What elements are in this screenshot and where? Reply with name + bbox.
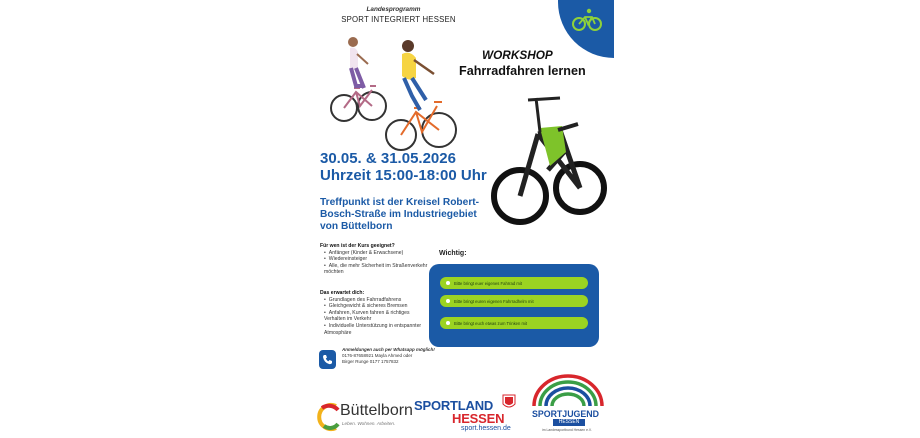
- program-name: SPORT INTEGRIERT HESSEN: [341, 15, 456, 24]
- sportjugend-region: HESSEN: [553, 419, 585, 426]
- list-item: • Alle, die mehr Sicherheit im Straßenverkehr möchten: [324, 263, 432, 276]
- event-time: Uhrzeit 15:00-18:00 Uhr: [320, 167, 487, 184]
- important-item: Bitte bringt euren eigenen Fahrradhelm mit: [440, 295, 588, 307]
- list-item: • Individuelle Unterstützung in entspannter Atmosphäre: [324, 323, 432, 336]
- list-item: • Anfahren, Kurven fahren & richtiges Verhalten im Verkehr: [324, 310, 432, 323]
- meeting-point: Treffpunkt ist der Kreisel Robert-Bosch-Straße im Industriegebiet von Büttelborn: [320, 197, 480, 233]
- workshop-title: WORKSHOP: [482, 48, 553, 62]
- buettelborn-logo: [312, 398, 413, 434]
- sportland-hessen-logo: [414, 394, 518, 434]
- contact-heading: Anmeldungen auch per Whatsapp möglich!: [342, 347, 435, 352]
- sportland-line1: SPORTLAND: [414, 398, 494, 413]
- content-section: [320, 290, 432, 336]
- sportjugend-logo: [528, 372, 608, 436]
- audience-section: [320, 243, 432, 276]
- cyclists-illustration: [326, 30, 466, 155]
- buettelborn-name: Büttelborn: [340, 402, 413, 419]
- mountain-bike-illustration: [488, 92, 612, 242]
- list-item: • Wiedereinsteiger: [324, 256, 432, 263]
- content-heading: Das erwartet dich:: [320, 290, 365, 296]
- important-item: Bitte bringt euer eigenes Fahrrad mit: [440, 277, 588, 289]
- list-item: • Anfänger (Kinder & Erwachsene): [324, 250, 432, 257]
- sportland-line2: HESSEN: [452, 411, 505, 426]
- contact-line: Birger Runge 0177 1757832: [342, 359, 399, 365]
- cyclist-icon: [572, 8, 602, 32]
- important-box: [429, 264, 599, 347]
- contact-line: 0176-87658921 Mayla Ahmed oder: [342, 353, 413, 359]
- workshop-subtitle: Fahrradfahren lernen: [459, 64, 586, 78]
- sportjugend-sub: im Landessportbund Hessen e.V.: [542, 428, 592, 432]
- list-item: • Grundlagen des Fahrradfahrens: [324, 297, 432, 304]
- buettelborn-tagline: Leben. Wohnen. Arbeiten.: [342, 421, 396, 426]
- audience-heading: Für wen ist der Kurs geeignet?: [320, 243, 395, 249]
- contact-info: [342, 347, 437, 366]
- hessen-lion-icon: [502, 394, 516, 410]
- flyer: [306, 0, 614, 438]
- list-item: • Gleichgewicht & sicheres Bremsen: [324, 303, 432, 310]
- sportjugend-name: SPORTJUGEND: [532, 409, 599, 419]
- important-item: Bitte bringt euch etwas zum Trinken mit: [440, 317, 588, 329]
- corner-badge: [558, 0, 614, 58]
- program-label: Landesprogramm: [366, 6, 421, 13]
- sportjugend-arcs-icon: [528, 372, 608, 408]
- sportland-url: sport.hessen.de: [461, 425, 511, 432]
- important-heading: Wichtig:: [439, 250, 467, 257]
- event-dates: 30.05. & 31.05.2026: [320, 150, 456, 167]
- phone-icon: [319, 350, 336, 369]
